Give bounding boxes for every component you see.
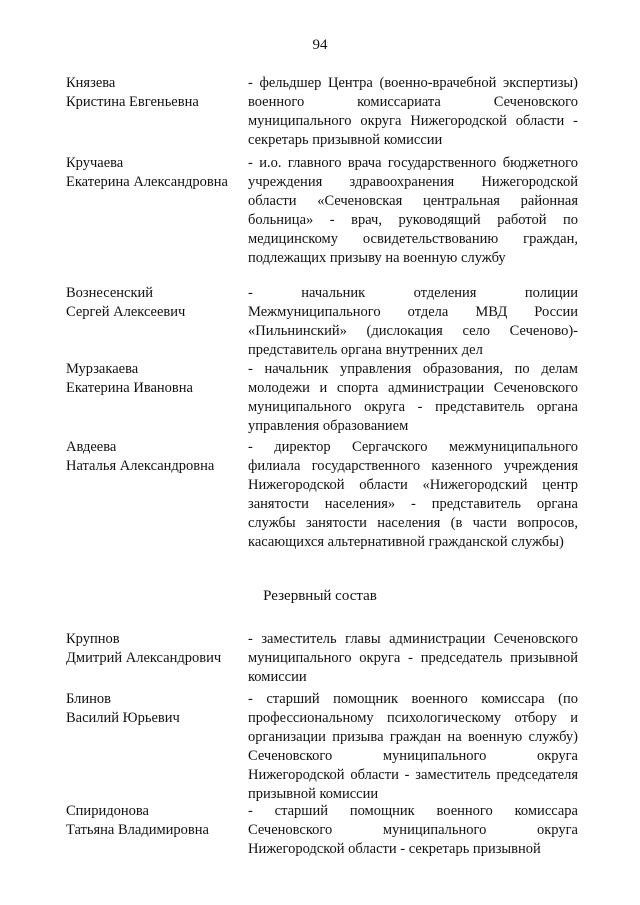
member-role: - фельдшер Центра (военно-врачебной экспертизы) военного комиссариата Сеченовского муниципального округа Нижегородской области - секретарь призывной комиссии — [248, 75, 578, 148]
member-role: - заместитель главы администрации Сеченовского муниципального округа - председатель призывной комиссии — [248, 631, 578, 685]
member-given-names: Татьяна Владимировна — [66, 822, 209, 838]
member-role: - и.о. главного врача государственного бюджетного учреждения здравоохранения Нижегородской области «Сеченовская центральная районная больница» - врач, руководящий работой по медицинскому освидетельствованию граждан, подлежащих призыву на военную службу — [248, 155, 578, 266]
member-name — [66, 438, 246, 476]
member-given-names: Наталья Александровна — [66, 458, 215, 474]
member-surname: Князева — [66, 75, 116, 91]
member-surname: Блинов — [66, 691, 111, 707]
member-surname: Авдеева — [66, 439, 117, 455]
member-name — [66, 690, 246, 728]
member-surname: Вознесенский — [66, 285, 154, 301]
member-name — [66, 154, 246, 192]
page-number: 94 — [312, 37, 328, 53]
member-name — [66, 630, 246, 668]
member-role: - начальник управления образования, по делам молодежи и спорта администрации Сеченовского муниципального округа - представитель органа управления образованием — [248, 361, 578, 434]
reserve-section-heading: Резервный состав — [263, 588, 377, 604]
member-surname: Мурзакаева — [66, 361, 139, 377]
member-given-names: Екатерина Ивановна — [66, 380, 193, 396]
member-name — [66, 74, 246, 112]
member-given-names: Екатерина Александровна — [66, 174, 228, 190]
member-given-names: Кристина Евгеньевна — [66, 94, 199, 110]
member-name — [66, 802, 246, 840]
member-role: - старший помощник военного комиссара (по профессиональному психологическому отбору и организации призыва граждан на военную службу) Сеченовского муниципального округа Нижегородской области - заместитель председателя призывной комиссии — [248, 691, 578, 802]
member-role: - начальник отделения полиции Межмуниципального отдела МВД России «Пильнинский» (дислокация село Сеченово)- представитель органа внутренних дел — [248, 285, 578, 358]
member-surname: Крупнов — [66, 631, 120, 647]
member-name — [66, 360, 246, 398]
member-role: - старший помощник военного комиссара Сеченовского муниципального округа Нижегородской области - секретарь призывной — [248, 803, 578, 857]
member-name — [66, 284, 246, 322]
member-given-names: Сергей Алексеевич — [66, 304, 186, 320]
member-surname: Спиридонова — [66, 803, 149, 819]
member-role: - директор Сергачского межмуниципального филиала государственного казенного учреждения Нижегородской области «Нижегородский центр занятости населения» - представитель органа службы занятости населения (в части вопросов, касающихся альтернативной гражданской службы) — [248, 439, 578, 550]
member-surname: Кручаева — [66, 155, 124, 171]
member-given-names: Дмитрий Александрович — [66, 650, 222, 666]
member-given-names: Василий Юрьевич — [66, 710, 180, 726]
